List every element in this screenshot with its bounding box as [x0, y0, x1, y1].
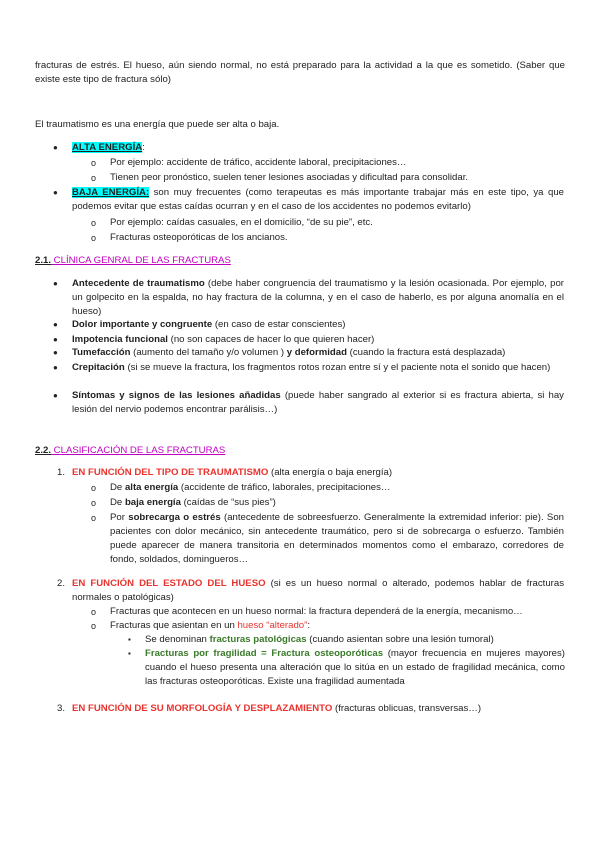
circle-bullet-icon: o — [91, 233, 97, 243]
section-number: 2.1. — [35, 255, 52, 266]
item-text: (caídas de “sus pies”) — [180, 497, 276, 508]
list-item — [72, 333, 374, 347]
item-text: Fracturas que asientan en un — [110, 620, 238, 631]
circle-bullet-icon: o — [91, 173, 97, 183]
circle-bullet-icon: o — [91, 158, 97, 168]
numbered-item-3 — [72, 702, 481, 716]
circle-bullet-icon: o — [91, 607, 97, 617]
circle-bullet-icon: o — [91, 513, 97, 523]
list-number: 2. — [57, 578, 66, 589]
intro-paragraph: fracturas de estrés. El hueso, aún siendo normal, no está preparado para la actividad a la que es sometido. (Saber que existe este tipo de fractura sólo) — [35, 60, 565, 85]
item-text: (accidente de tráfico, laborales, precipitaciones… — [178, 482, 391, 493]
list-item — [72, 346, 505, 360]
bullet-icon: ● — [53, 320, 58, 329]
list-item — [72, 389, 564, 417]
item-text-green: fracturas patológicas — [209, 634, 307, 645]
list-item: Fracturas osteoporóticas de los ancianos. — [110, 232, 288, 243]
list-item — [110, 496, 276, 510]
list-item — [72, 318, 346, 332]
item-label-red: EN FUNCIÓN DEL TIPO DE TRAUMATISMO — [72, 467, 269, 478]
item-bold: Impotencia funcional — [72, 334, 168, 345]
item-text-green: Fracturas por fragilidad = Fractura osteoporóticas — [145, 648, 384, 659]
item-text: (no son capaces de hacer lo que quieren hacer) — [167, 334, 375, 345]
section-title: CLÍNICA GENRAL DE LAS FRACTURAS — [51, 255, 231, 266]
circle-bullet-icon: o — [91, 498, 97, 508]
bullet-icon: ● — [53, 188, 58, 197]
list-item — [110, 481, 391, 495]
list-item: Por ejemplo: caídas casuales, en el domicilio, “de su pie”, etc. — [110, 217, 373, 228]
item-text: Por — [110, 512, 129, 523]
list-item-baja-energia — [72, 186, 564, 214]
item-bold: baja energía — [124, 497, 181, 508]
item-text: (antecedente de sobreesfuerzo. Generalmente la extremidad inferior: pie). Son pacientes con dolor mecánico, sin antecedente traumático, pero si de sobrecarga o esfuerzo. También puede aparecer de manera transitoria en determinados momentos como el embarazo, corredores de fondo, soldados, domingueros… — [110, 512, 564, 565]
item-text: (aumento del tamaño y/o volumen ) — [130, 347, 287, 358]
section-number: 2.2. — [35, 445, 52, 456]
baja-energia-text: son muy frecuentes (como terapeutas es más importante trabajar más en este tipo, ya que podemos evitar que estas caídas ocurran y en el caso de los accidentes no podemos evitarlo) — [72, 187, 564, 212]
item-bold: y deformidad — [286, 347, 347, 358]
section-heading-2-2 — [35, 444, 225, 458]
item-bold: Crepitación — [72, 362, 125, 373]
item-bold: Síntomas y signos de las lesiones añadidas — [72, 390, 281, 401]
circle-bullet-icon: o — [91, 621, 97, 631]
list-item — [72, 277, 564, 319]
list-item: Tienen peor pronóstico, suelen tener lesiones asociadas y dificultad para consolidar. — [110, 172, 469, 183]
square-bullet-icon: ▪ — [128, 635, 131, 644]
list-item: Por ejemplo: accidente de tráfico, accidente laboral, precipitaciones… — [110, 157, 407, 168]
bullet-icon: ● — [53, 348, 58, 357]
square-bullet-icon: ▪ — [128, 649, 131, 658]
alta-colon: : — [142, 142, 145, 153]
item-bold: Dolor importante y congruente — [72, 319, 213, 330]
numbered-item-1 — [72, 466, 392, 480]
item-label-red: EN FUNCIÓN DE SU MORFOLOGÍA Y DESPLAZAMIENTO — [72, 703, 333, 714]
item-bold: Tumefacción — [72, 347, 131, 358]
list-item — [110, 511, 564, 567]
item-text: Se denominan — [145, 634, 210, 645]
list-number: 3. — [57, 703, 66, 714]
item-text: (alta energía o baja energía) — [268, 467, 393, 478]
item-text: (en caso de estar conscientes) — [212, 319, 346, 330]
item-bold: Antecedente de traumatismo — [72, 278, 205, 289]
item-text: (si es un hueso normal o alterado, podemos hablar de fracturas normales o patológicas) — [72, 578, 565, 603]
item-text: (puede haber sangrado al exterior si es fractura abierta, si hay lesión del nervio podemos encontrar parálisis…) — [72, 390, 564, 415]
item-text: (si se mueve la fractura, los fragmentos rotos rozan entre sí y el paciente nota el sonido que hacen) — [124, 362, 551, 373]
bullet-icon: ● — [53, 143, 58, 152]
circle-bullet-icon: o — [91, 218, 97, 228]
item-text: (fracturas oblicuas, transversas…) — [332, 703, 482, 714]
list-item — [145, 633, 494, 647]
item-text: (cuando la fractura está desplazada) — [346, 347, 506, 358]
item-text: De — [110, 497, 125, 508]
item-bold: alta energía — [124, 482, 179, 493]
item-text: (cuando asientan sobre una lesión tumoral) — [306, 634, 494, 645]
item-text: De — [110, 482, 125, 493]
list-number: 1. — [57, 467, 66, 478]
list-item — [72, 361, 564, 375]
section-title: CLASIFICACIÓN DE LAS FRACTURAS — [51, 445, 226, 456]
alta-energia-label: ALTA ENERGÍA — [72, 142, 143, 153]
list-item: Fracturas que acontecen en un hueso normal: la fractura dependerá de la energía, mecanismo… — [110, 606, 523, 617]
bullet-icon: ● — [53, 279, 58, 288]
bullet-icon: ● — [53, 363, 58, 372]
section-heading-2-1 — [35, 254, 231, 268]
energy-intro: El traumatismo es una energía que puede ser alta o baja. — [35, 119, 280, 130]
numbered-item-2 — [72, 577, 564, 605]
bullet-icon: ● — [53, 391, 58, 400]
item-bold: sobrecarga o estrés — [128, 512, 221, 523]
list-item — [110, 619, 310, 633]
list-item-alta-energia — [72, 141, 145, 155]
item-text: (debe haber congruencia del traumatismo y la lesión ocasionada. Por ejemplo, por un golpecito en la espalda, no hay fractura de la columna, y en el caso de haberlo, es por alguna anomalía en el hueso) — [72, 278, 564, 317]
bullet-icon: ● — [53, 335, 58, 344]
item-text: : — [307, 620, 311, 631]
circle-bullet-icon: o — [91, 483, 97, 493]
item-text: (mayor frecuencia en mujeres mayores) cuando el hueso presenta una alteración que lo sitúa en un estado de fragilidad mecánica, como las fracturas osteoporóticas. Existe una fragilidad aumentada — [145, 648, 565, 687]
baja-energia-label: BAJA ENERGÍA: — [72, 187, 150, 198]
item-label-red: EN FUNCIÓN DEL ESTADO DEL HUESO — [72, 578, 266, 589]
item-text-red: hueso “alterado” — [237, 620, 308, 631]
list-item — [145, 647, 565, 689]
